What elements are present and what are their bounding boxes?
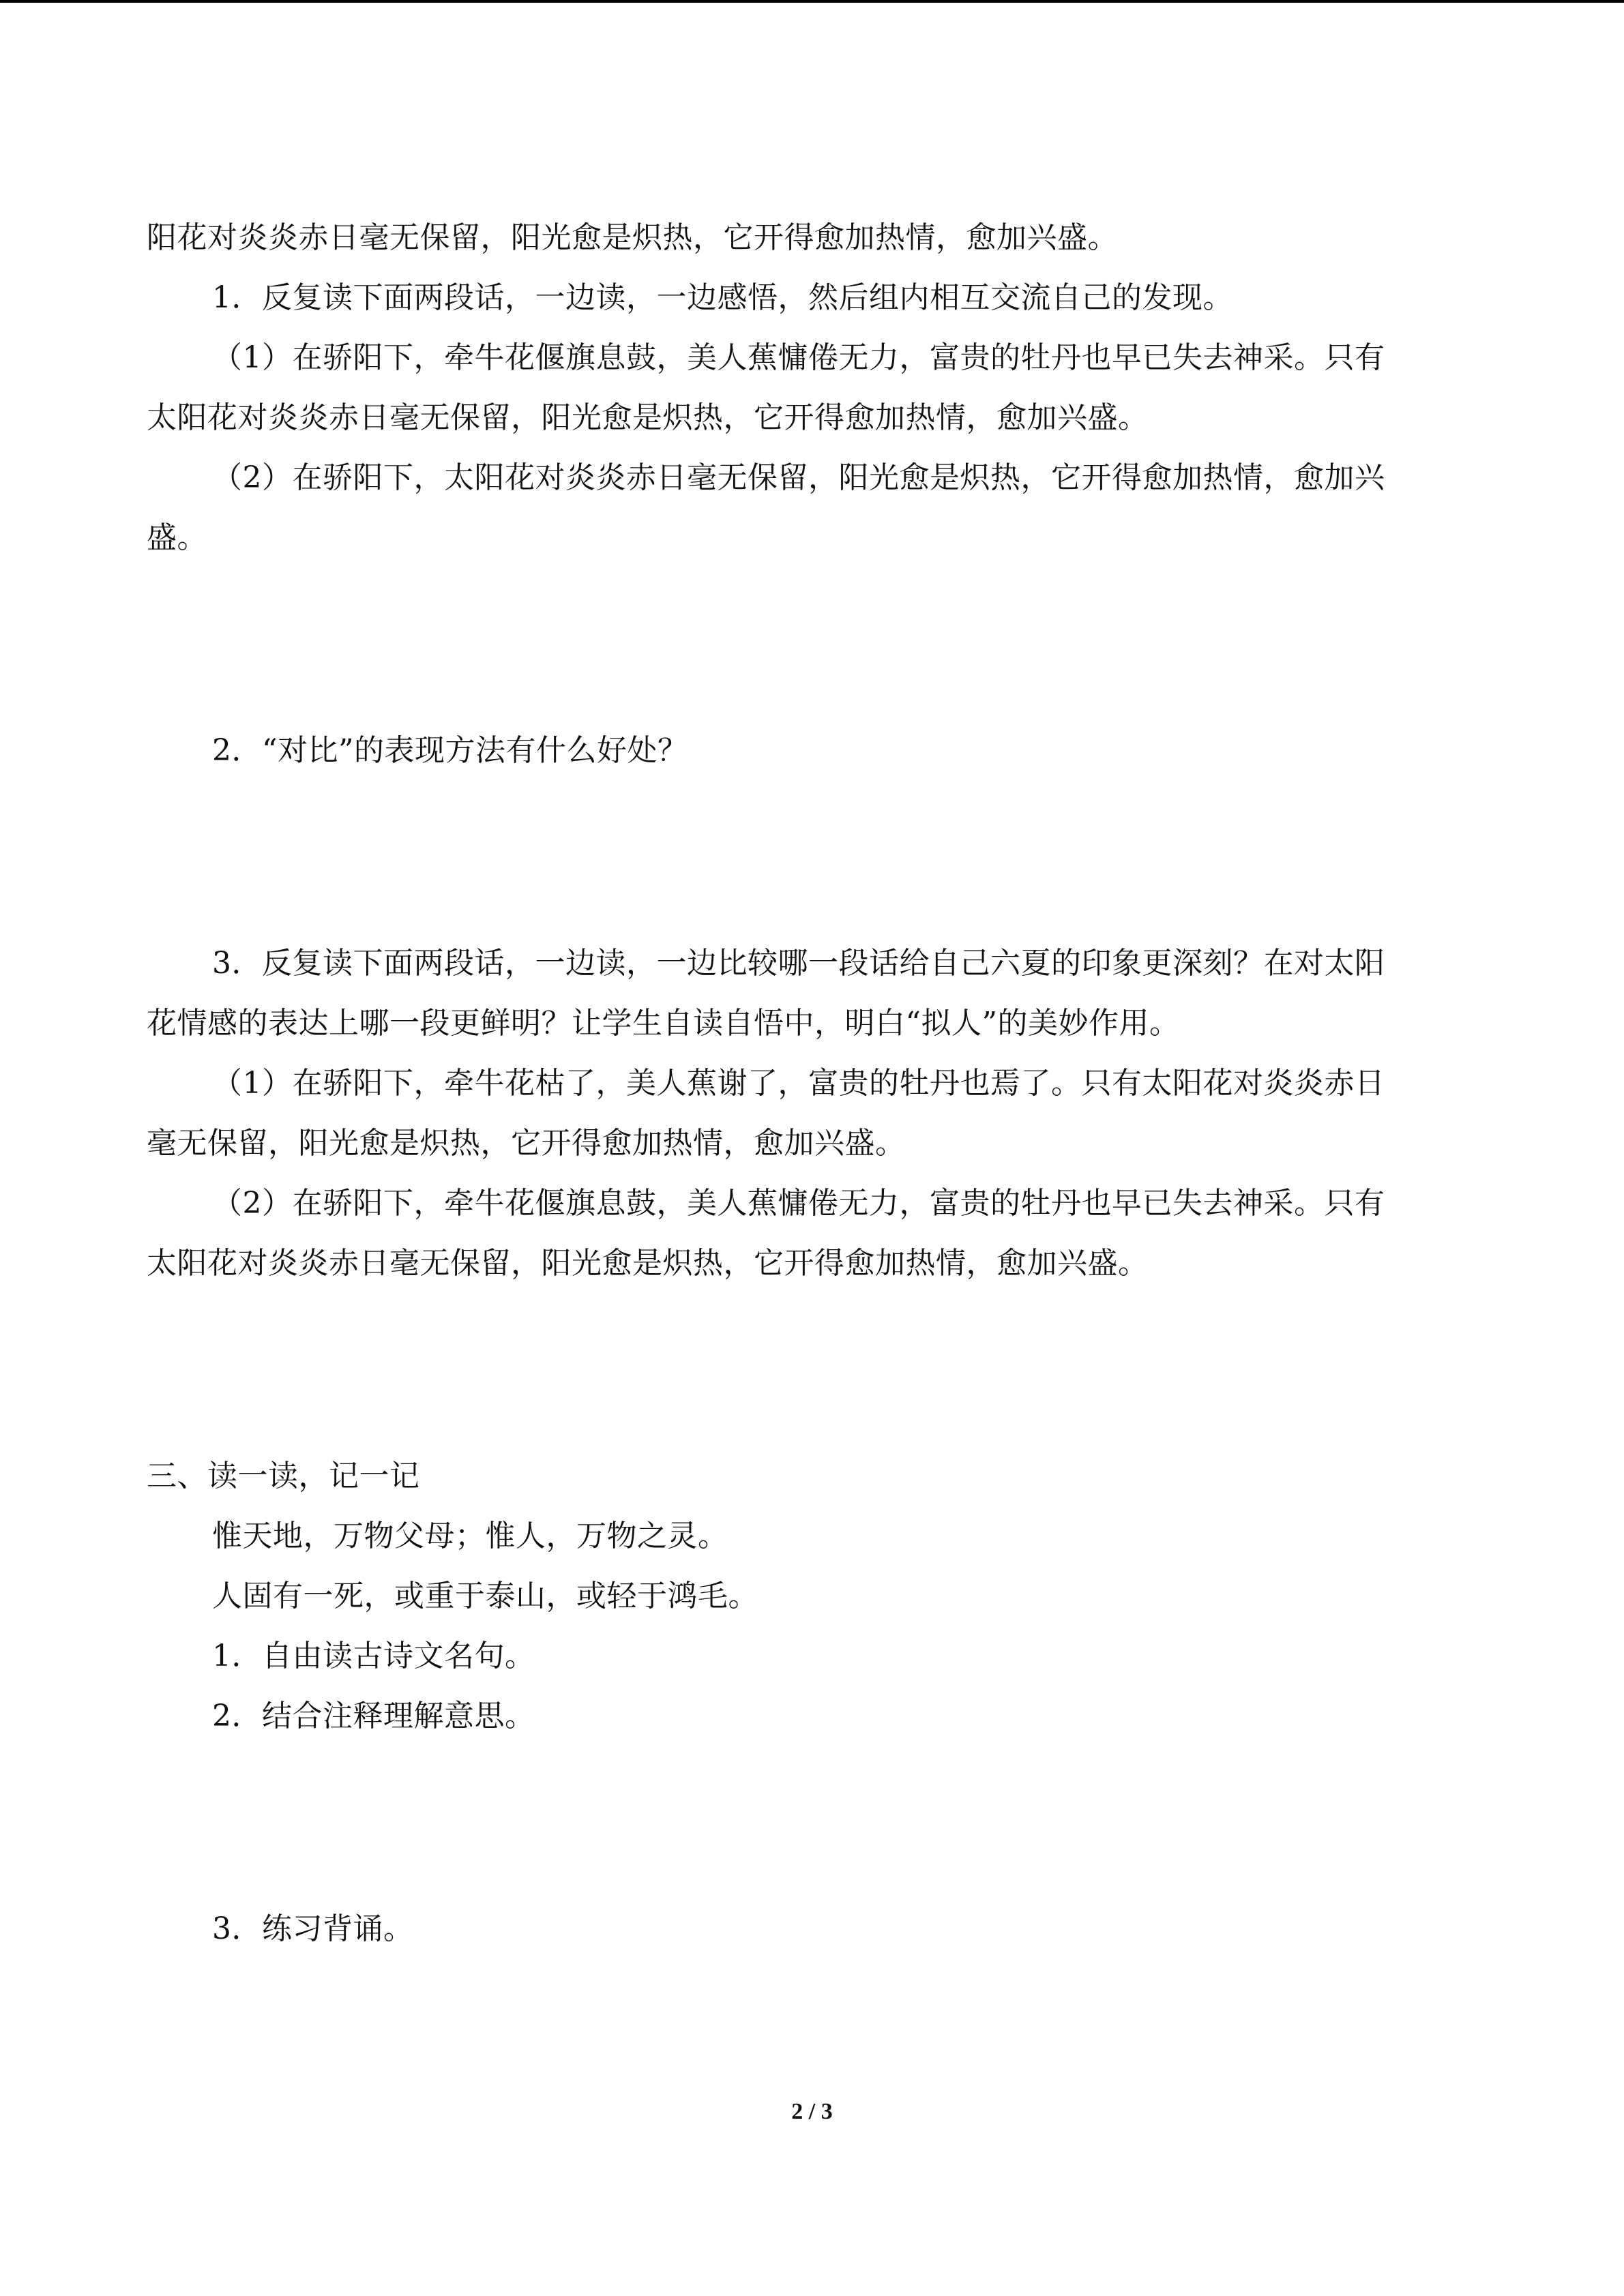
question-3: 3．反复读下面两段话，一边读，一边比较哪一段话给自己六夏的印象更深刻？在对太阳 [212,946,1385,981]
paragraph-line: 阳花对炎炎赤日毫无保留，阳光愈是炽热，它开得愈加热情，愈加兴盛。 [147,220,1118,255]
task-3: 3．练习背诵。 [212,1911,414,1946]
answer-space [147,781,1477,934]
answer-space [147,568,1477,721]
question-2: 2．“对比”的表现方法有什么好处？ [212,733,688,768]
task-2: 2．结合注释理解意思。 [212,1699,535,1733]
question-1: 1．反复读下面两段话，一边读，一边感悟，然后组内相互交流自己的发现。 [212,280,1233,315]
passage-1-2-line: （2）在骄阳下，太阳花对炎炎赤日毫无保留，阳光愈是炽热，它开得愈加热情，愈加兴 [212,460,1385,495]
passage-3-1-line: 毫无保留，阳光愈是炽热，它开得愈加热情，愈加兴盛。 [147,1126,906,1161]
passage-1-1-line: 太阳花对炎炎赤日毫无保留，阳光愈是炽热，它开得愈加热情，愈加兴盛。 [147,400,1149,435]
page-number: 2 / 3 [791,2099,833,2124]
answer-space [147,1294,1477,1446]
passage-3-2-line: （2）在骄阳下，牵牛花偃旗息鼓，美人蕉慵倦无力，富贵的牡丹也早已失去神采。只有 [212,1186,1385,1221]
answer-space [147,1746,1477,1899]
task-1: 1．自由读古诗文名句。 [212,1639,535,1673]
question-3-line: 花情感的表达上哪一段更鲜明？让学生自读自悟中，明白“拟人”的美妙作用。 [147,1006,1180,1041]
quote-line: 惟天地，万物父母；惟人，万物之灵。 [212,1519,728,1553]
quote-line: 人固有一死，或重于泰山，或轻于鸿毛。 [212,1579,758,1613]
passage-1-2-line: 盛。 [147,520,207,555]
passage-3-2-line: 太阳花对炎炎赤日毫无保留，阳光愈是炽热，它开得愈加热情，愈加兴盛。 [147,1246,1149,1281]
passage-1-1-line: （1）在骄阳下，牵牛花偃旗息鼓，美人蕉慵倦无力，富贵的牡丹也早已失去神采。只有 [212,340,1385,375]
section-heading: 三、读一读，记一记 [147,1459,420,1493]
document-body [147,208,1477,1959]
page-top-border [0,0,1624,3]
passage-3-1-line: （1）在骄阳下，牵牛花枯了，美人蕉谢了，富贵的牡丹也焉了。只有太阳花对炎炎赤日 [212,1066,1385,1101]
